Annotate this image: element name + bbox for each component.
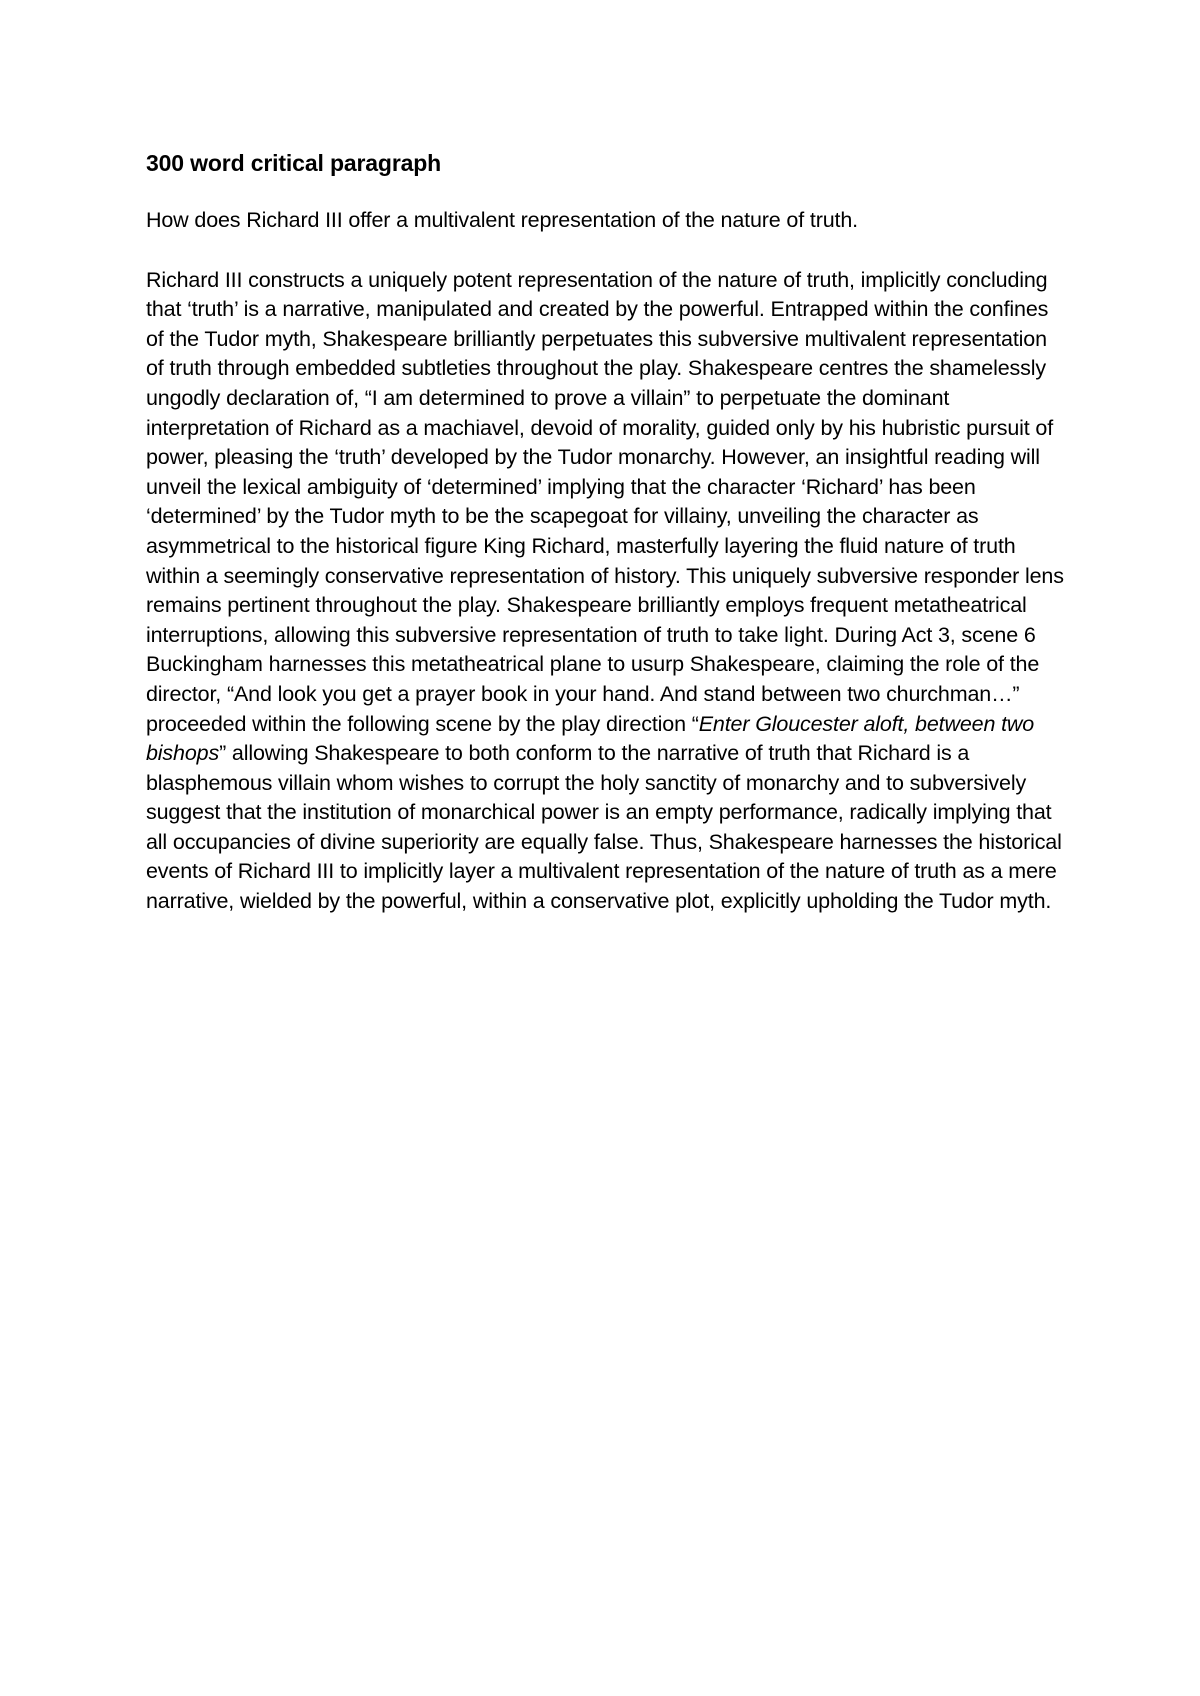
- paragraph-text-part1: Richard III constructs a uniquely potent representation of the nature of truth, implicitly concluding that ‘truth’ is a narrative, manipulated and created by the powerful. Entrapped within the confines of the Tudor myth, Shakespeare brilliantly perpetuates this subversive multivalent representation of truth through embedded subtleties throughout the play. Shakespeare centres the shamelessly ungodly declaration of, “I am determined to prove a villain” to perpetuate the dominant interpretation of Richard as a machiavel, devoid of morality, guided only by his hubristic pursuit of power, pleasing the ‘truth’ developed by the Tudor monarchy. However, an insightful reading will unveil the lexical ambiguity of ‘determined’ implying that the character ‘Richard’ has been ‘determined’ by the Tudor myth to be the scapegoat for villainy, unveiling the character as asymmetrical to the historical figure King Richard, masterfully layering the fluid nature of truth within a seemingly conservative representation of history. This uniquely subversive responder lens remains pertinent throughout the play. Shakespeare brilliantly employs frequent metatheatrical interruptions, allowing this subversive representation of truth to take light. During Act 3, scene 6 Buckingham harnesses this metatheatrical plane to usurp Shakespeare, claiming the role of the director, “And look you get a prayer book in your hand. And stand between two churchman…” proceeded within the following scene by the play direction “: [146, 267, 1064, 736]
- stage-direction-quote: Enter Gloucester aloft, between two bishops: [146, 711, 1035, 766]
- document-content: [146, 148, 1066, 917]
- document-heading: 300 word critical paragraph: [146, 150, 442, 176]
- paragraph-text-part2: ” allowing Shakespeare to both conform to the narrative of truth that Richard is a blasphemous villain whom wishes to corrupt the holy sanctity of monarchy and to subversively suggest that the institution of monarchical power is an empty performance, radically implying that all occupancies of divine superiority are equally false. Thus, Shakespeare harnesses the historical events of Richard III to implicitly layer a multivalent representation of the nature of truth as a mere narrative, wielded by the powerful, within a conservative plot, explicitly upholding the Tudor myth.: [146, 741, 1062, 914]
- critical-paragraph: [146, 266, 1066, 917]
- essay-question: How does Richard III offer a multivalent representation of the nature of truth.: [146, 208, 858, 232]
